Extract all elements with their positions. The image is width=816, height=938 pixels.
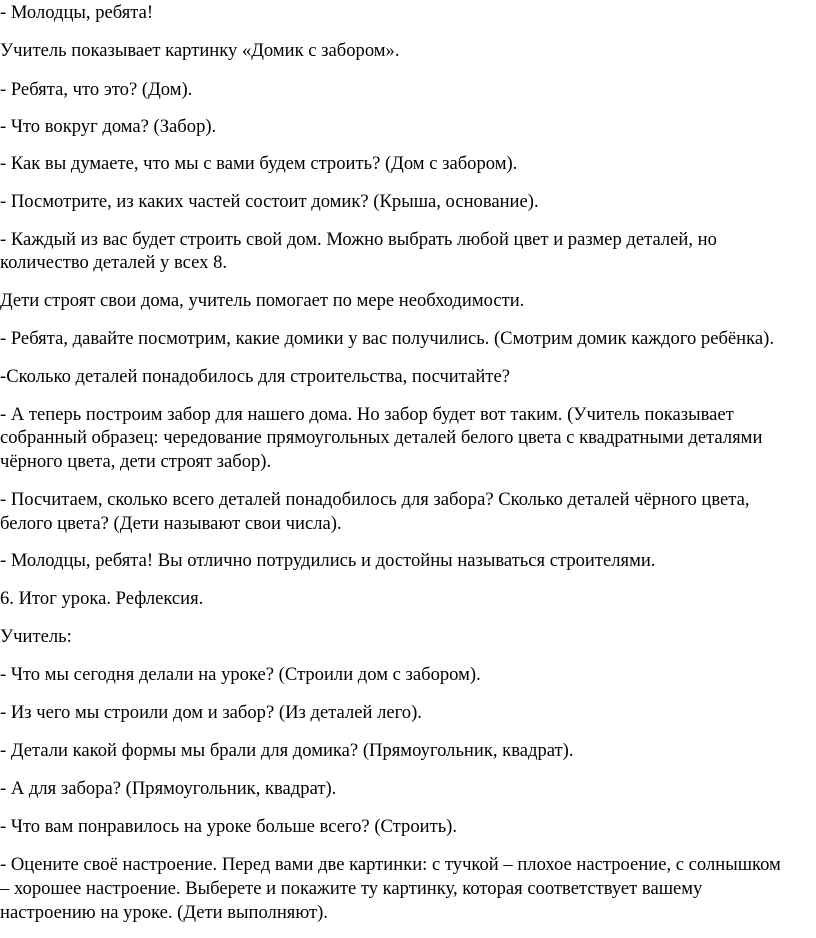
- text-line: Учитель:: [0, 626, 72, 647]
- text-line: – хорошее настроение. Выберете и покажите ту картинку, которая соответствует вашему: [0, 878, 703, 899]
- text-line: - Молодцы, ребята!: [0, 2, 154, 23]
- text-line: - Как вы думаете, что мы с вами будем строить? (Дом с забором).: [0, 153, 518, 174]
- text-line: - А теперь построим забор для нашего дома. Но забор будет вот таким. (Учитель показывает: [0, 404, 734, 425]
- text-line: - Ребята, что это? (Дом).: [0, 79, 193, 100]
- text-line: - Посмотрите, из каких частей состоит домик? (Крыша, основание).: [0, 191, 539, 212]
- text-line: - Что вокруг дома? (Забор).: [0, 116, 217, 137]
- text-line: - Посчитаем, сколько всего деталей понадобилось для забора? Сколько деталей чёрного цвета,: [0, 489, 750, 510]
- text-line: - Что вам понравилось на уроке больше всего? (Строить).: [0, 816, 458, 837]
- text-line: 6. Итог урока. Рефлексия.: [0, 588, 204, 609]
- text-line: белого цвета? (Дети называют свои числа).: [0, 513, 342, 534]
- text-line: - Ребята, давайте посмотрим, какие домики у вас получились. (Смотрим домик каждого ребёнка).: [0, 328, 774, 349]
- text-line: - А для забора? (Прямоугольник, квадрат).: [0, 778, 337, 799]
- text-line: - Молодцы, ребята! Вы отлично потрудились и достойны называться строителями.: [0, 550, 656, 571]
- text-line: - Из чего мы строили дом и забор? (Из деталей лего).: [0, 702, 422, 723]
- text-line: количество деталей у всех 8.: [0, 252, 228, 273]
- text-line: - Каждый из вас будет строить свой дом. Можно выбрать любой цвет и размер деталей, но: [0, 229, 717, 250]
- text-line: -Сколько деталей понадобилось для строительства, посчитайте?: [0, 366, 510, 387]
- text-line: - Что мы сегодня делали на уроке? (Строили дом с забором).: [0, 664, 481, 685]
- text-line: собранный образец: чередование прямоугольных деталей белого цвета с квадратными деталями: [0, 427, 763, 448]
- text-line: - Детали какой формы мы брали для домика? (Прямоугольник, квадрат).: [0, 740, 574, 761]
- text-line: Дети строят свои дома, учитель помогает по мере необходимости.: [0, 290, 525, 311]
- text-line: чёрного цвета, дети строят забор).: [0, 451, 272, 472]
- text-line: настроению на уроке. (Дети выполняют).: [0, 902, 328, 923]
- text-line: - Оцените своё настроение. Перед вами две картинки: с тучкой – плохое настроение, с солнышком: [0, 854, 781, 875]
- text-line: Учитель показывает картинку «Домик с забором».: [0, 40, 400, 61]
